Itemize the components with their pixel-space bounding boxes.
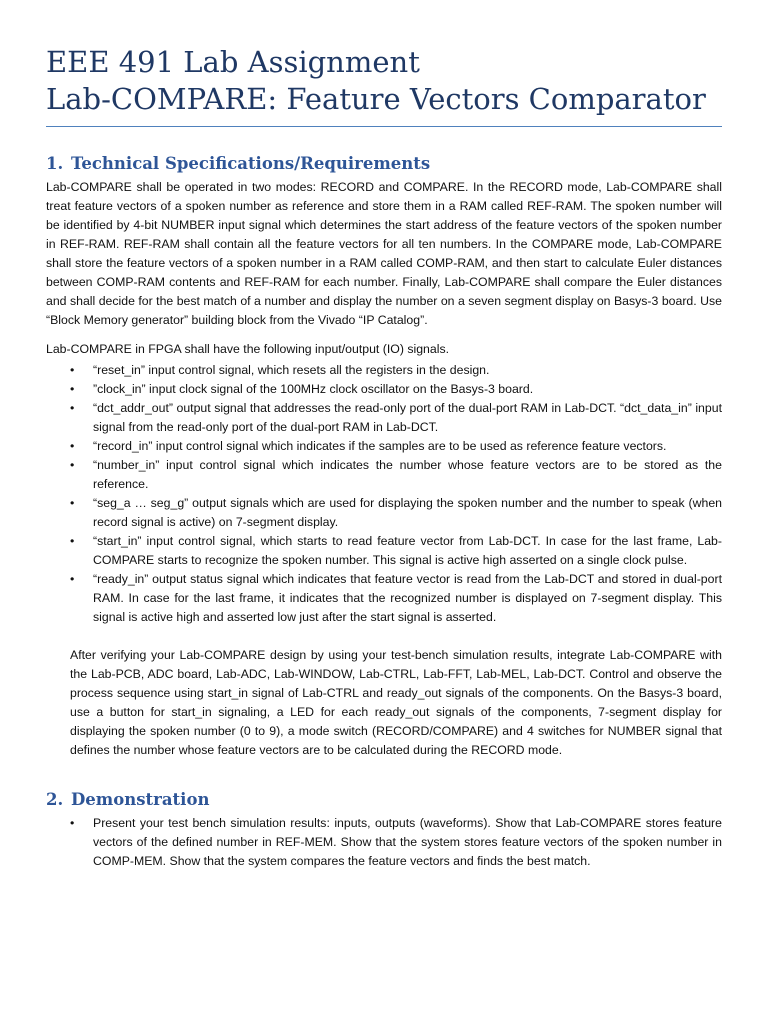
bullet-icon: • [70,382,75,396]
document-title [46,44,722,118]
list-item: • “dct_addr_out” output signal that addresses the read-only port of the dual-port RAM in Lab-DCT. “dct_data_in” input signal from the read-only port of the dual-port RAM in Lab-DCT. [70,401,722,434]
section-2-number: 2. [46,790,64,809]
io-intro-paragraph: Lab-COMPARE in FPGA shall have the following input/output (IO) signals. [46,342,450,356]
bullet-icon: • [70,816,75,830]
bullet-icon: • [70,534,75,548]
bullet-icon: • [70,458,75,472]
specification-paragraph: Lab-COMPARE shall be operated in two modes: RECORD and COMPARE. In the RECORD mode, Lab-COMPARE shall treat feature vectors of a spoken number as reference and store them in a RAM called REF-RAM. The spoken number will be identified by 4-bit NUMBER input signal which determines the start address of the feature vectors of the spoken number in REF-RAM. REF-RAM shall contain all the feature vectors for all ten numbers. In the COMPARE mode, Lab-COMPARE shall store the feature vectors of a spoken number in a RAM called COMP-RAM, and then start to calculate Euler distances between COMP-RAM contents and REF-RAM for each number. Finally, Lab-COMPARE shall compare the Euler distances and shall decide for the best match of a number and display the number on a seven segment display on Basys-3 board. Use “Block Memory generator” building block from the Vivado “IP Catalog”. [46,180,722,327]
title-line-1: EEE 491 Lab Assignment [46,45,420,79]
list-item: • “seg_a … seg_g” output signals which are used for displaying the spoken number and the number to speak (when record signal is active) on 7-segment display. [70,496,722,529]
list-item: • “reset_in” input control signal, which resets all the registers in the design. [46,361,722,380]
title-divider [46,126,722,127]
section-2-title: Demonstration [71,790,210,809]
section-2-heading [46,790,722,809]
title-line-2: Lab-COMPARE: Feature Vectors Comparator [46,82,706,116]
list-item: • Present your test bench simulation results: inputs, outputs (waveforms). Show that Lab-COMPARE stores feature vectors of the defined number in REF-MEM. Show that the system stores feature vectors of the spoken number in COMP-MEM. Show that the system compares the feature vectors and finds the best match. [70,816,722,868]
list-item: • ”clock_in” input clock signal of the 100MHz clock oscillator on the Basys-3 board. [46,380,722,399]
bullet-icon: • [70,572,75,586]
demonstration-list [46,814,722,871]
bullet-icon: • [70,496,75,510]
list-item: • “start_in” input control signal, which starts to read feature vector from Lab-DCT. In case for the last frame, Lab-COMPARE starts to recognize the spoken number. This signal is active high asserted on a single clock pulse. [70,534,722,567]
list-item: • “ready_in” output status signal which indicates that feature vector is read from the Lab-DCT and stored in dual-port RAM. In case for the last frame, it indicates that the recognized number is displayed on 7-segment display. This signal is active high and asserted low just after the start signal is asserted. [70,572,722,624]
bullet-icon: • [70,363,75,377]
list-item: • “number_in” input control signal which indicates the number whose feature vectors are to be stored as the reference. [70,458,722,491]
section-1-number: 1. [46,154,64,173]
section-1-title: Technical Specifications/Requirements [71,154,431,173]
io-signal-list [46,361,722,627]
integration-paragraph: After verifying your Lab-COMPARE design by using your test-bench simulation results, integrate Lab-COMPARE with the Lab-PCB, ADC board, Lab-ADC, Lab-WINDOW, Lab-CTRL, Lab-FFT, Lab-MEL, Lab-DCT. Control and observe the process sequence using start_in signal of Lab-CTRL and ready_out signals of the components. On the Basys-3 board, use a button for start_in signaling, a LED for each ready_out signals of the components, 7-segment display for displaying the spoken number (0 to 9), a mode switch (RECORD/COMPARE) and 4 switches for NUMBER signal that defines the number whose feature vectors are to be calculated during the RECORD mode. [70,648,722,757]
list-item: • “record_in” input control signal which indicates if the samples are to be used as reference feature vectors. [46,437,722,456]
bullet-icon: • [70,439,75,453]
section-1-heading [46,154,722,173]
bullet-icon: • [70,401,75,415]
